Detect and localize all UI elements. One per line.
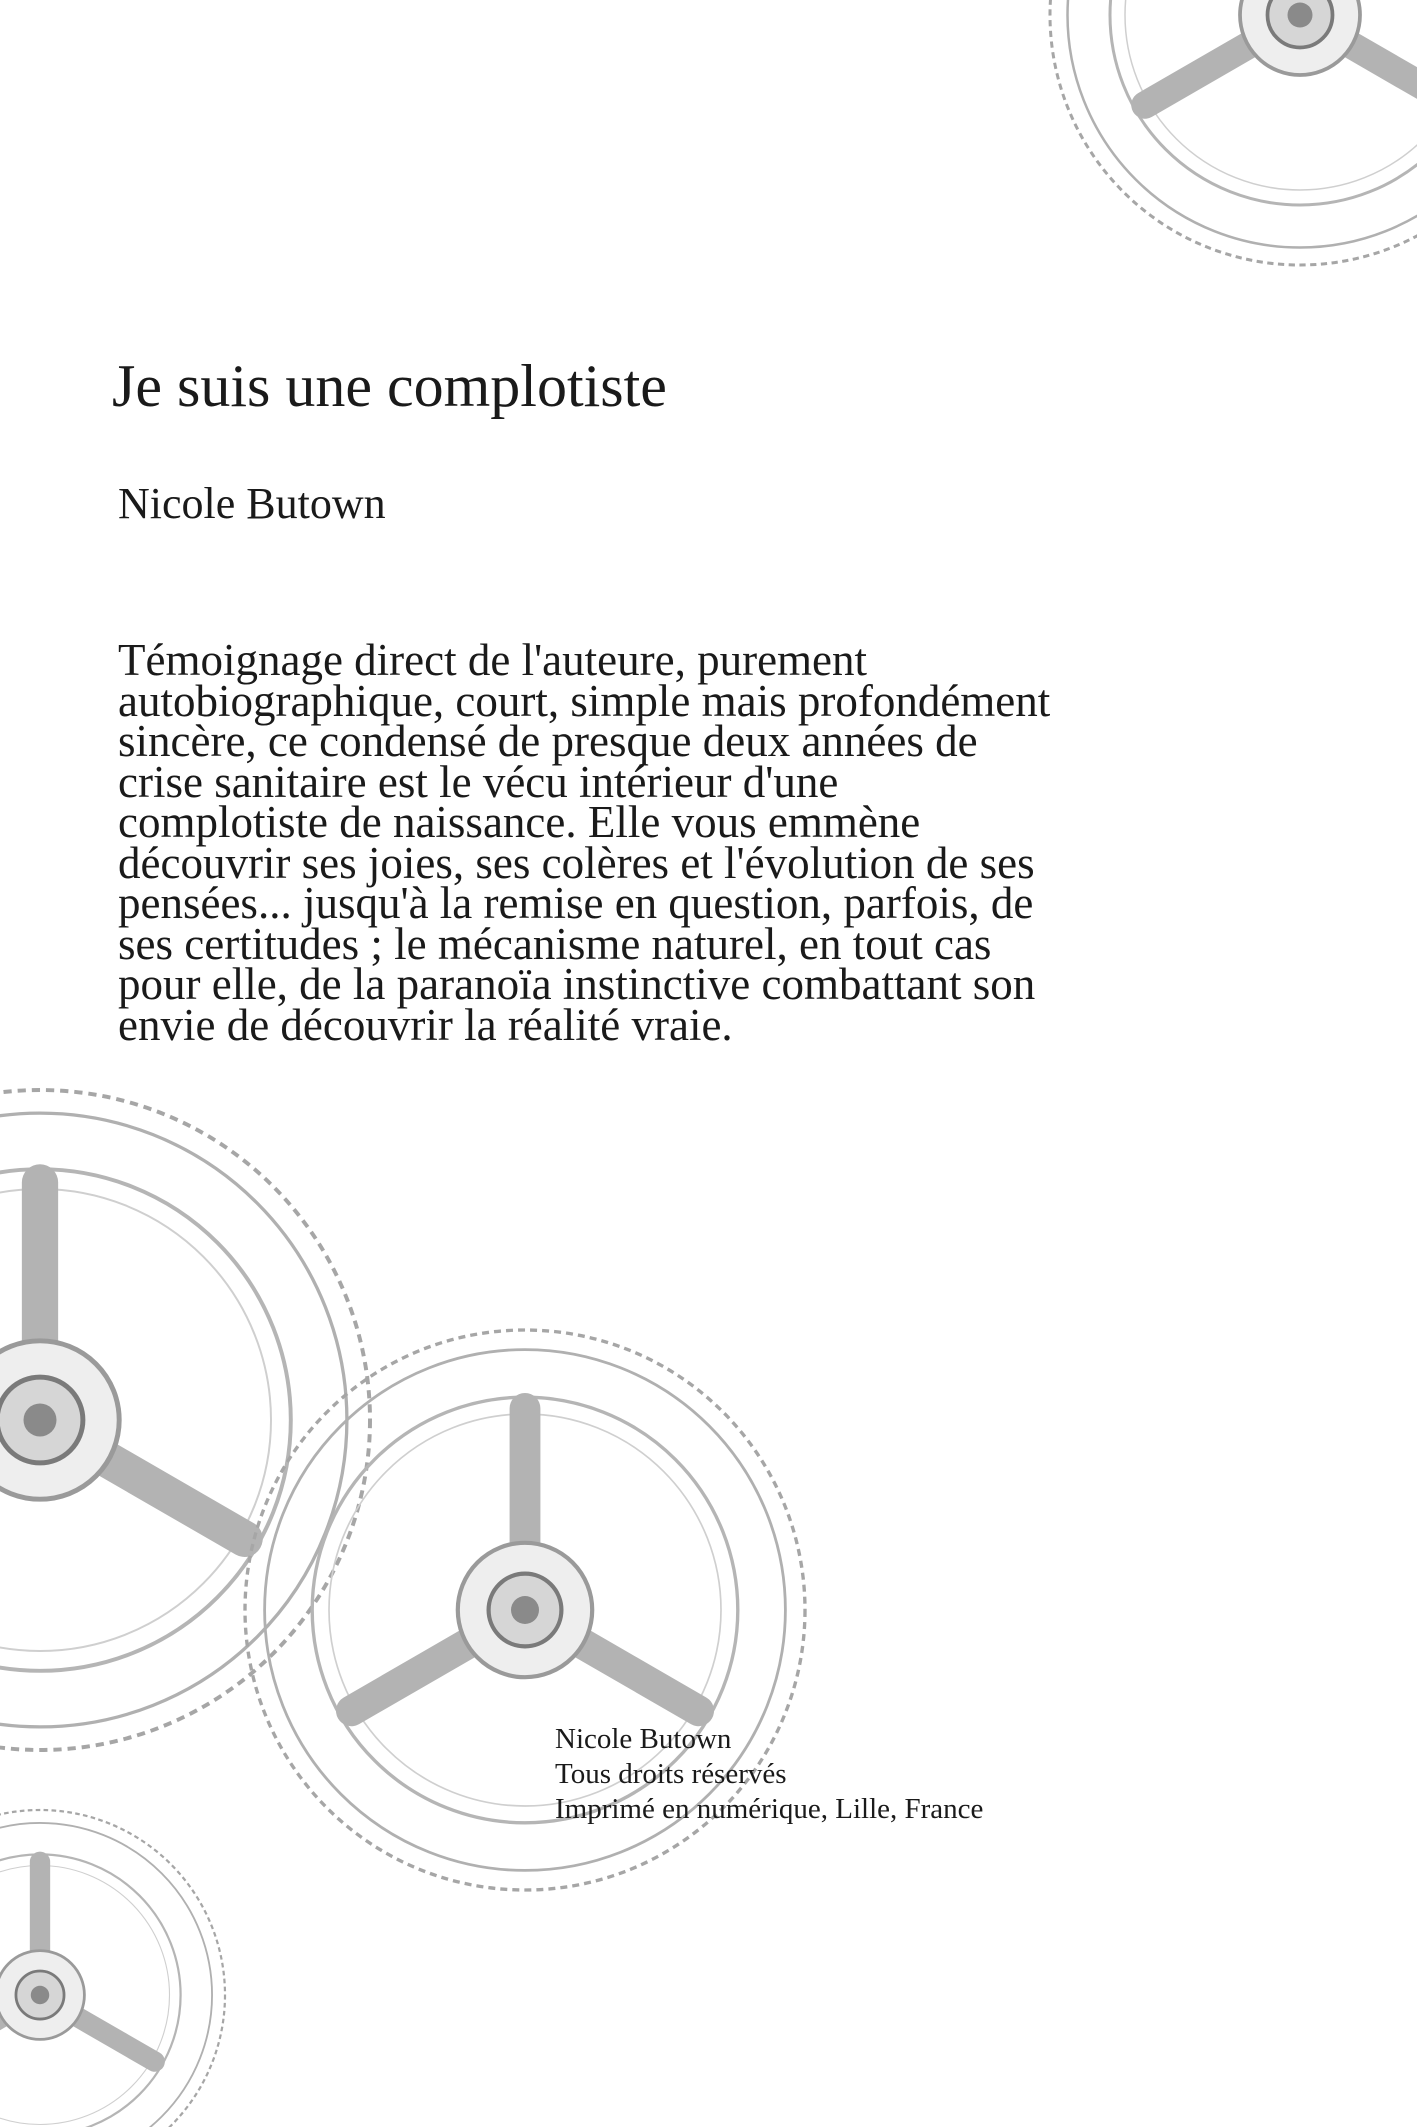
book-summary: Témoignage direct de l'auteure, purement autobiographique, court, simple mais profondément sincère, ce condensé de presque deux années de crise sanitaire est le vécu intérieur d'une complotiste de naissance. Elle vous emmène découvrir ses joies, ses colères et l'évolution de ses pensées... jusqu'à la remise en question, parfois, de ses certitudes ; le mécanisme naturel, en tout cas pour elle, de la paranoïa instinctive combattant son envie de découvrir la réalité vraie. [118, 635, 1051, 1050]
colophon-printing: Imprimé en numérique, Lille, France [555, 1793, 984, 1825]
book-title: Je suis une complotiste [112, 353, 667, 419]
gear-bottom-left-icon [0, 1810, 225, 2127]
colophon [555, 1722, 983, 1827]
colophon-author: Nicole Butown [555, 1723, 732, 1755]
book-author: Nicole Butown [118, 479, 386, 528]
gear-top-right-icon [1050, 0, 1417, 265]
colophon-rights: Tous droits réservés [555, 1758, 787, 1790]
